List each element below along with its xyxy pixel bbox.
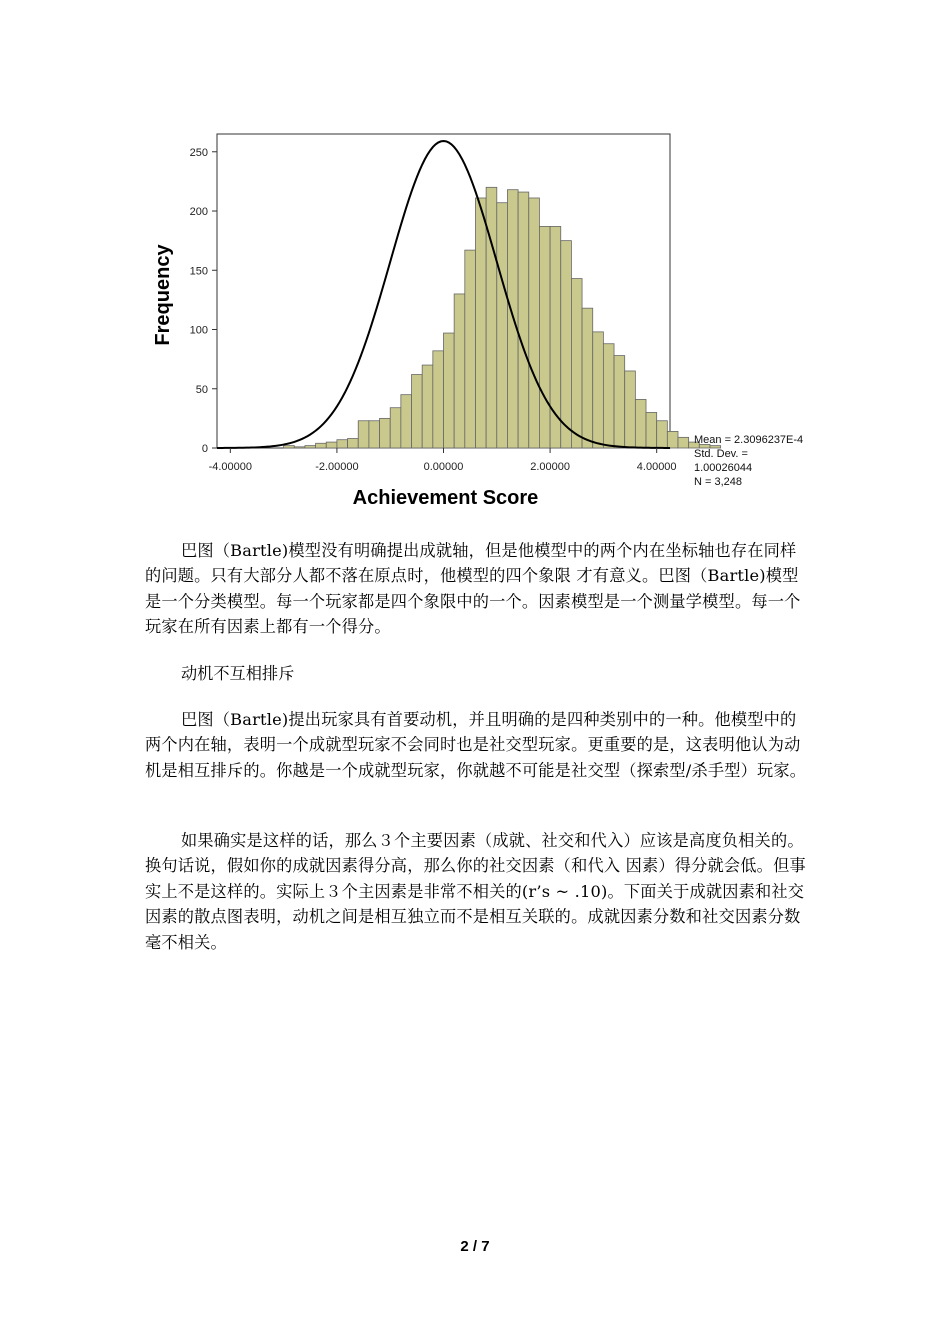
x-tick-label: 2.00000 bbox=[530, 461, 570, 473]
histogram-bar bbox=[571, 279, 582, 448]
x-axis-label: Achievement Score bbox=[352, 487, 539, 509]
histogram-bar bbox=[539, 226, 550, 448]
histogram-bar bbox=[646, 412, 657, 448]
stat-sd-value: 1.00026044 bbox=[694, 462, 753, 474]
paragraph-2: 巴图（Bartle)提出玩家具有首要动机，并且明确的是四种类别中的一种。他模型中的两个内在轴，表明一个成就型玩家不会同时也是社交型玩家。更重要的是，这表明他认为动机是相互排斥的。你越是一个成就型玩家，你就越不可能是社交型（探索型/杀手型）玩家。 bbox=[145, 710, 807, 780]
histogram-bar bbox=[326, 442, 337, 448]
paragraph-3: 如果确实是这样的话，那么３个主要因素（成就、社交和代入）应该是高度负相关的。换句话说，假如你的成就因素得分高，那么你的社交因素（和代入 因素）得分就会低。但事实上不是这样的。实际上３个主因素是非常不相关的(r’s ~ .10)。下面关于成就因素和社交因素的散点图表明，动机之间是相互独立而不是相互关联的。成就因素分数和社交因素分数毫不相关。 bbox=[145, 831, 806, 952]
histogram-bar bbox=[486, 187, 497, 448]
histogram-bar bbox=[657, 421, 668, 448]
histogram-bar bbox=[635, 399, 646, 448]
y-tick-label: 100 bbox=[189, 324, 208, 337]
histogram-bar bbox=[518, 192, 529, 448]
histogram-bar bbox=[475, 198, 486, 448]
histogram-bar bbox=[433, 351, 444, 448]
y-tick-label: 50 bbox=[195, 383, 208, 396]
y-tick-label: 200 bbox=[189, 206, 208, 219]
page-number: 2 / 7 bbox=[460, 1238, 490, 1255]
histogram-bar bbox=[348, 439, 359, 448]
x-tick-label: 0.00000 bbox=[423, 461, 464, 473]
histogram-bar bbox=[561, 241, 572, 448]
histogram-bar bbox=[390, 408, 401, 448]
x-tick-label: 4.00000 bbox=[636, 461, 677, 473]
stat-sd-label: Std. Dev. = bbox=[694, 448, 748, 460]
x-tick-label: -4.00000 bbox=[208, 461, 253, 473]
paragraph-1: 巴图（Bartle)模型没有明确提出成就轴，但是他模型中的两个内在坐标轴也存在同样的问题。只有大部分人都不落在原点时，他模型的四个象限 才有意义。巴图（Bartle)模型是一个分类模型。每一个玩家都是四个象限中的一个。因素模型是一个测量学模型。每一个玩家在所有因素上都有一个得分。 bbox=[145, 541, 801, 637]
histogram-bar bbox=[380, 418, 391, 448]
histogram-bar bbox=[529, 198, 540, 448]
histogram-bar bbox=[401, 395, 412, 448]
section-heading: 动机不互相排斥 bbox=[181, 664, 295, 683]
histogram-bar bbox=[316, 443, 327, 448]
histogram-bar bbox=[497, 203, 508, 448]
histogram-bar bbox=[465, 250, 476, 448]
histogram-bar bbox=[582, 308, 593, 448]
histogram-bar bbox=[678, 437, 689, 448]
histogram-bar bbox=[294, 447, 305, 448]
histogram-bar bbox=[614, 356, 625, 448]
histogram-bar bbox=[593, 332, 604, 448]
histogram-figure bbox=[140, 120, 840, 520]
stats-legend bbox=[694, 433, 803, 489]
y-axis-label: Frequency bbox=[152, 244, 174, 346]
histogram-bar bbox=[337, 440, 348, 448]
y-tick-label: 150 bbox=[189, 265, 208, 278]
stat-n: N = 3,248 bbox=[694, 476, 743, 488]
histogram-bar bbox=[412, 375, 423, 448]
histogram-bar bbox=[369, 421, 380, 448]
histogram-bar bbox=[625, 371, 636, 448]
histogram-bar bbox=[667, 431, 678, 448]
histogram-bar bbox=[444, 333, 455, 448]
histogram-bar bbox=[422, 365, 433, 448]
x-tick-label: -2.00000 bbox=[315, 461, 359, 473]
y-tick-label: 250 bbox=[189, 146, 208, 159]
y-tick-label: 0 bbox=[201, 443, 208, 455]
histogram-bar bbox=[603, 344, 614, 448]
histogram-bar bbox=[284, 446, 295, 448]
stat-mean: Mean = 2.3096237E-4 bbox=[694, 434, 804, 446]
histogram-bar bbox=[454, 294, 465, 448]
histogram-bar bbox=[305, 446, 316, 448]
histogram-bar bbox=[358, 421, 369, 448]
